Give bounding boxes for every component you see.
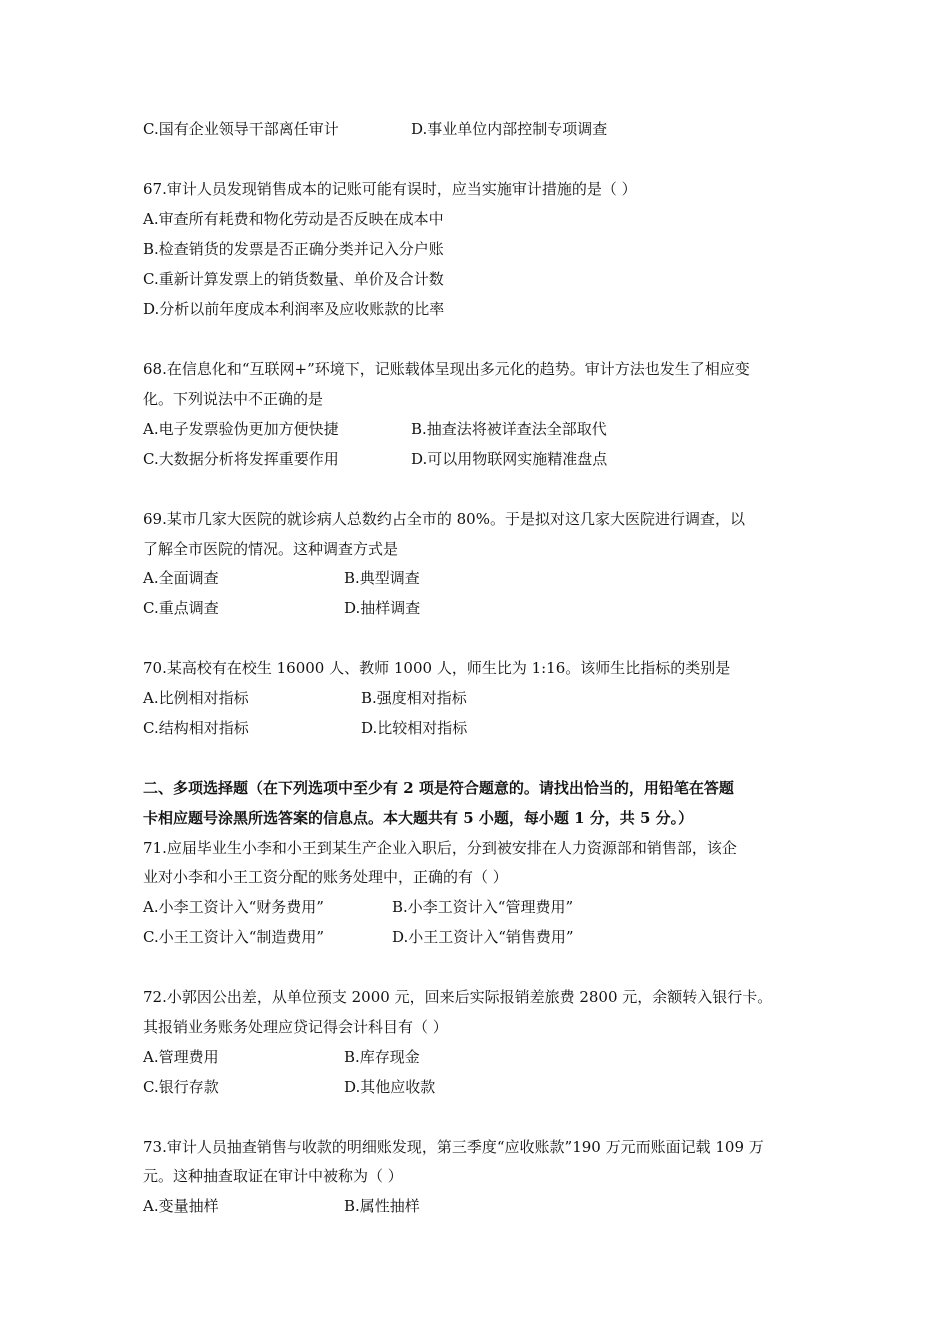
question-69-stem-1: 69.某市几家大医院的就诊病人总数约占全市的 80%。于是拟对这几家大医院进行调查，以 xyxy=(143,510,745,528)
section-2-heading-1: 二、多项选择题（在下列选项中至少有 2 项是符合题意的。请找出恰当的，用铅笔在答题 xyxy=(143,779,734,797)
q68-option-a: A.电子发票验伪更加方便快捷 xyxy=(143,420,339,438)
q71-option-d: D.小王工资计入“销售费用” xyxy=(392,928,574,946)
q73-option-a: A.变量抽样 xyxy=(143,1197,219,1215)
question-68-stem-2: 化。下列说法中不正确的是 xyxy=(143,390,324,408)
q72-option-a: A.管理费用 xyxy=(143,1048,219,1066)
q72-option-d: D.其他应收款 xyxy=(344,1078,436,1096)
option-c: C.国有企业领导干部离任审计 xyxy=(143,120,339,138)
q67-option-d: D.分析以前年度成本利润率及应收账款的比率 xyxy=(143,300,445,318)
question-71-stem-1: 71.应届毕业生小李和小王到某生产企业入职后，分到被安排在人力资源部和销售部，该企 xyxy=(143,839,737,857)
q67-option-c: C.重新计算发票上的销货数量、单价及合计数 xyxy=(143,270,444,288)
question-69-stem-2: 了解全市医院的情况。这种调查方式是 xyxy=(143,540,399,558)
q67-option-b: B.检查销货的发票是否正确分类并记入分户账 xyxy=(143,240,444,258)
q71-option-a: A.小李工资计入“财务费用” xyxy=(143,898,324,916)
q70-option-b: B.强度相对指标 xyxy=(361,689,467,707)
q68-option-b: B.抽查法将被详查法全部取代 xyxy=(411,420,607,438)
question-70-stem: 70.某高校有在校生 16000 人、教师 1000 人，师生比为 1:16。该师生比指标的类别是 xyxy=(143,659,731,677)
q68-option-c: C.大数据分析将发挥重要作用 xyxy=(143,450,339,468)
question-67-stem: 67.审计人员发现销售成本的记账可能有误时，应当实施审计措施的是（ ） xyxy=(143,180,637,198)
q69-option-c: C.重点调查 xyxy=(143,599,219,617)
question-72-stem-1: 72.小郭因公出差，从单位预支 2000 元，回来后实际报销差旅费 2800 元，余额转入银行卡。 xyxy=(143,988,773,1006)
q72-option-b: B.库存现金 xyxy=(344,1048,420,1066)
question-72-stem-2: 其报销业务账务处理应贷记得会计科目有（ ） xyxy=(143,1018,448,1036)
q69-option-b: B.典型调查 xyxy=(344,569,420,587)
question-71-stem-2: 业对小李和小王工资分配的账务处理中，正确的有（ ） xyxy=(143,868,508,886)
q68-option-d: D.可以用物联网实施精准盘点 xyxy=(411,450,608,468)
q70-option-c: C.结构相对指标 xyxy=(143,719,249,737)
q69-option-d: D.抽样调查 xyxy=(344,599,421,617)
question-73-stem-1: 73.审计人员抽查销售与收款的明细账发现，第三季度“应收账款”190 万元而账面记载 109 万 xyxy=(143,1138,764,1156)
q72-option-c: C.银行存款 xyxy=(143,1078,219,1096)
q69-option-a: A.全面调查 xyxy=(143,569,219,587)
q73-option-b: B.属性抽样 xyxy=(344,1197,420,1215)
q71-option-c: C.小王工资计入“制造费用” xyxy=(143,928,325,946)
option-d: D.事业单位内部控制专项调查 xyxy=(411,120,608,138)
question-68-stem-1: 68.在信息化和“互联网+”环境下，记账载体呈现出多元化的趋势。审计方法也发生了相应变 xyxy=(143,360,750,378)
q70-option-d: D.比较相对指标 xyxy=(361,719,468,737)
q67-option-a: A.审查所有耗费和物化劳动是否反映在成本中 xyxy=(143,210,444,228)
q71-option-b: B.小李工资计入“管理费用” xyxy=(392,898,574,916)
section-2-heading-2: 卡相应题号涂黑所选答案的信息点。本大题共有 5 小题，每小题 1 分，共 5 分。） xyxy=(143,809,694,827)
q70-option-a: A.比例相对指标 xyxy=(143,689,249,707)
question-73-stem-2: 元。这种抽查取证在审计中被称为（ ） xyxy=(143,1167,403,1185)
